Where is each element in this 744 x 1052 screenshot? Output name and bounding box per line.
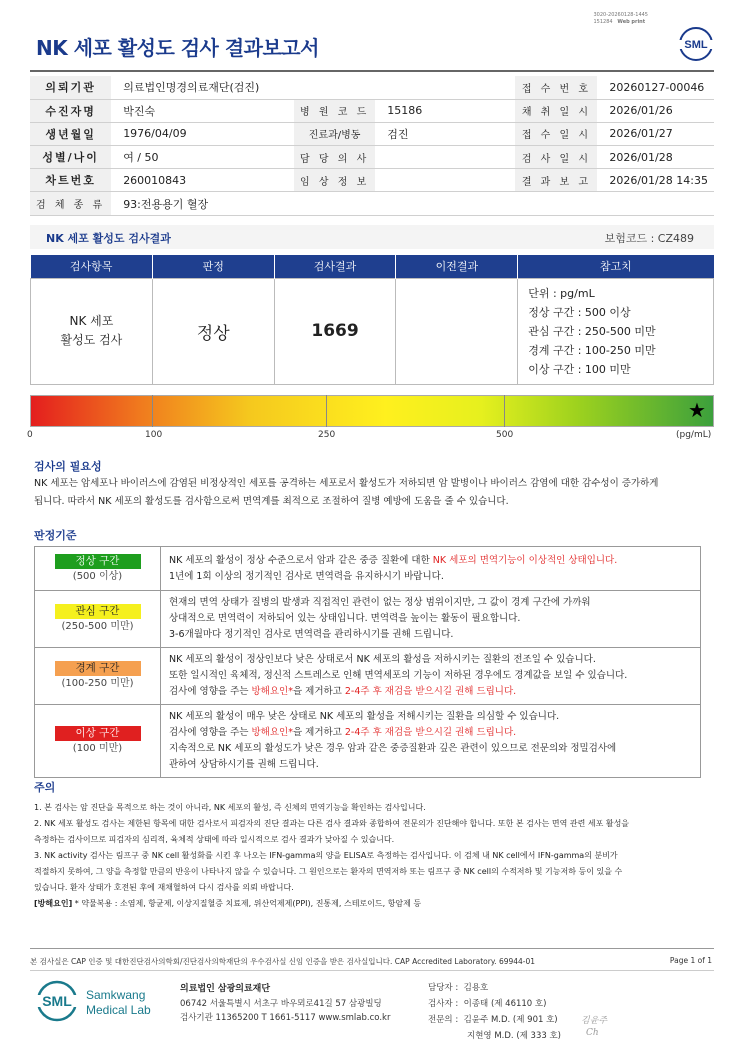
birth-date: 1976/04/09 <box>111 122 294 145</box>
result-marker-icon: ★ <box>688 398 706 422</box>
svg-text:SML: SML <box>42 993 72 1009</box>
test-date: 2026/01/28 <box>597 146 714 169</box>
scale-tick-500 <box>504 395 505 427</box>
subject-name: 박진숙 <box>111 99 294 122</box>
scale-label-100: 100 <box>145 430 163 440</box>
dept: 검진 <box>375 122 515 145</box>
label-hospital-code: 병 원 코 드 <box>294 99 375 122</box>
staff-manager: 담당자 : 김용호 <box>428 983 489 993</box>
org-address: 06742 서울특별시 서초구 바우뫼로41길 57 삼광빌딩 <box>180 999 382 1009</box>
criteria-row-interest: 관심 구간 (250-500 미만) 현재의 면역 상태가 질병의 발생과 직접적인 관련이 없는 정상 범위이지만, 그 값이 경계 구간에 가까워 상대적으로 면역력이 저하되어 있는 상태입니다. 면역력을 높이는 활동이 필요합니다. 3-6개월마다 정기적인 검사로 면역력을 관리하시기를 권해 드립니다. <box>35 591 701 648</box>
notes-list: 1. 본 검사는 암 진단을 목적으로 하는 것이 아니라, NK 세포의 활성, 즉 신체의 면역기능을 확인하는 검사입니다. 2. NK 세포 활성도 검사는 제한된 항목에 대한 검사로서 피검자의 진단 결과는 다른 검사 결과와 종합하여 전문의가 진단해야 합니다. 또한 본 검사는 면역 관련 세포 활성을 측정하는 검사이므로 피검자의 심리적, 육체적 상태에 따라 일시적으로 검사 결과가 낮아질 수 있습니다. 3. NK activity 검사는 림프구 중 NK cell 활성화를 시킨 후 나오는 IFN-gamma의 양을 ELISA로 측정하는 검사입니다. 이 검체 내 NK cell에서 IFN-gamma의 분비가 적절하지 못하여, 그 양을 측정할 만큼의 반응이 나타나지 않을 수 있습니다. 그 원인으로는 환자의 면역저하 또는 림프구 중 NK cell의 수적저하 및 기능저하 등이 있을 수 있습니다. 환자 상태가 호전된 후에 재채혈하여 다시 검사를 의뢰 바랍니다. [방해요인] * 약물복용 : 소염제, 항균제, 이상지질혈증 치료제, 위산억제제(PPI), 진통제, 스테로이드, 항암제 등 <box>34 803 630 908</box>
staff-tester: 검사자 : 이종태 (제 46110 호) <box>428 999 547 1009</box>
reference-range: 단위 : pg/mL 정상 구간 : 500 이상 관심 구간 : 250-500 미만 경계 구간 : 100-250 미만 이상 구간 : 100 미만 <box>518 278 714 384</box>
svg-text:Medical Lab: Medical Lab <box>86 1003 151 1017</box>
clinical-info <box>375 169 515 192</box>
org-contact: 검사기관 11365200 T 1661-5117 www.smlab.co.kr <box>180 1013 391 1023</box>
scale-tick-100 <box>152 395 153 427</box>
sex-age: 여 / 50 <box>111 146 294 169</box>
scale-label-500: 500 <box>496 430 514 440</box>
badge-normal: 정상 구간 <box>55 554 141 569</box>
label-doctor: 담 당 의 사 <box>294 146 375 169</box>
result-section-title: NK 세포 활성도 검사결과 <box>46 232 171 245</box>
samkwang-logo <box>36 980 156 1026</box>
report-title: NK 세포 활성도 검사 결과보고서 <box>36 36 319 60</box>
sml-logo <box>678 26 714 62</box>
badge-border: 경계 구간 <box>55 661 141 676</box>
result-table <box>30 255 714 385</box>
staff-specialist-2: 지현영 M.D. (제 333 호) <box>467 1031 562 1041</box>
necessity-title: 검사의 필요성 <box>34 460 102 473</box>
criteria-title: 판정기준 <box>34 529 77 542</box>
accreditation-text: 본 검사실은 CAP 인증 및 대한진단검사의학회/진단검사의학재단의 우수검사실 신임 인증을 받은 검사실입니다. CAP Accredited Laboratory. 69944-01 <box>30 957 536 966</box>
doctor <box>375 146 515 169</box>
label-dept: 진료과/병동 <box>294 122 375 145</box>
org-name: 의료법인 삼광의료재단 <box>180 984 271 994</box>
label-collect-date: 채 취 일 시 <box>515 99 597 122</box>
collect-date: 2026/01/26 <box>597 99 714 122</box>
label-sex-age: 성별/나이 <box>30 146 111 169</box>
document-id: 3020-20260128-1445 151284 Web print <box>593 12 648 25</box>
criteria-row-border: 경계 구간 (100-250 미만) NK 세포의 활성이 정상인보다 낮은 상태로서 NK 세포의 활성을 저하시키는 질환의 전조일 수 있습니다. 또한 일시적인 육체적, 정신적 스트레스로 인해 면역세포의 기능이 저하된 경우에도 경계값을 보일 수 있습니다. 검사에 영향을 주는 방해요인*을 제거하고 2-4주 후 재검을 받으시길 권해 드립니다. <box>35 648 701 705</box>
patient-info-table <box>30 76 714 216</box>
label-chart-no: 차트번호 <box>30 169 111 192</box>
chart-no: 260010843 <box>111 169 294 192</box>
scale-label-0: 0 <box>27 430 33 440</box>
scale-unit: (pg/mL) <box>676 430 712 440</box>
badge-interest: 관심 구간 <box>55 604 141 619</box>
label-request-org: 의뢰기관 <box>30 76 111 99</box>
label-receipt-no: 접 수 번 호 <box>515 76 597 99</box>
necessity-text: NK 세포는 암세포나 바이러스에 감염된 비정상적인 세포를 공격하는 세포로서 활성도가 저하되면 암 발병이나 바이러스 감염에 대한 감수성이 증가하게 됩니다. 따라서 NK 세포의 활성도를 검사함으로써 면역계를 최적으로 조절하여 질병 예방에 도움을 줄 수 있습니다. <box>34 478 659 507</box>
request-org: 의료법인명경의료재단(검진) <box>111 76 515 99</box>
label-receipt-date: 접 수 일 시 <box>515 122 597 145</box>
svg-text:Samkwang: Samkwang <box>86 988 146 1002</box>
judgement-value: 정상 <box>152 278 274 384</box>
receipt-date: 2026/01/27 <box>597 122 714 145</box>
criteria-row-normal: 정상 구간 (500 이상) NK 세포의 활성이 정상 수준으로서 암과 같은 중증 질환에 대한 NK 세포의 면역기능이 이상적인 상태입니다. 1년에 1회 이상의 정기적인 검사로 면역력을 유지하시기 바랍니다. <box>35 547 701 591</box>
label-birth: 생년월일 <box>30 122 111 145</box>
criteria-row-abnormal: 이상 구간 (100 미만) NK 세포의 활성이 매우 낮은 상태로 NK 세포의 활성을 저해시키는 질환을 의심할 수 있습니다. 검사에 영향을 주는 방해요인*을 제거하고 2-4주 후 재검을 받으시길 권해 드립니다. 지속적으로 NK 세포의 활성도가 낮은 경우 암과 같은 중증질환과 깊은 관련이 있으므로 전문의와 정밀검사에 관하여 상담하시기를 권해 드립니다. <box>35 705 701 778</box>
badge-abnormal: 이상 구간 <box>55 726 141 741</box>
result-value: 1669 <box>274 278 396 384</box>
specimen: 93:전용용기 혈장 <box>111 192 714 215</box>
label-specimen: 검 체 종 류 <box>30 192 111 215</box>
hospital-code: 15186 <box>375 99 515 122</box>
report-date: 2026/01/28 14:35 <box>597 169 714 192</box>
signature-image: 김윤주 <box>581 1016 608 1026</box>
label-report-date: 결 과 보 고 <box>515 169 597 192</box>
header-test-item: 검사항목 <box>31 255 153 278</box>
notes-title: 주의 <box>34 781 56 794</box>
activity-scale-bar <box>30 395 714 427</box>
staff-specialist-1: 전문의 : 김윤주 M.D. (제 901 호) <box>428 1015 558 1025</box>
label-test-date: 검 사 일 시 <box>515 146 597 169</box>
test-item: NK 세포 활성도 검사 <box>31 278 153 384</box>
header-result: 검사결과 <box>274 255 396 278</box>
page-number: Page 1 of 1 <box>669 956 712 965</box>
scale-label-250: 250 <box>318 430 336 440</box>
signature-image-2: Ch <box>586 1028 599 1038</box>
insurance-code: 보험코드 : CZ489 <box>604 232 694 245</box>
header-previous: 이전결과 <box>396 255 518 278</box>
header-reference: 참고치 <box>518 255 714 278</box>
label-subject: 수진자명 <box>30 99 111 122</box>
scale-tick-250 <box>326 395 327 427</box>
label-clinical: 임 상 정 보 <box>294 169 375 192</box>
receipt-no: 20260127-00046 <box>597 76 714 99</box>
previous-value <box>396 278 518 384</box>
header-judgement: 판정 <box>152 255 274 278</box>
svg-text:SML: SML <box>684 39 708 51</box>
criteria-table <box>34 546 701 778</box>
